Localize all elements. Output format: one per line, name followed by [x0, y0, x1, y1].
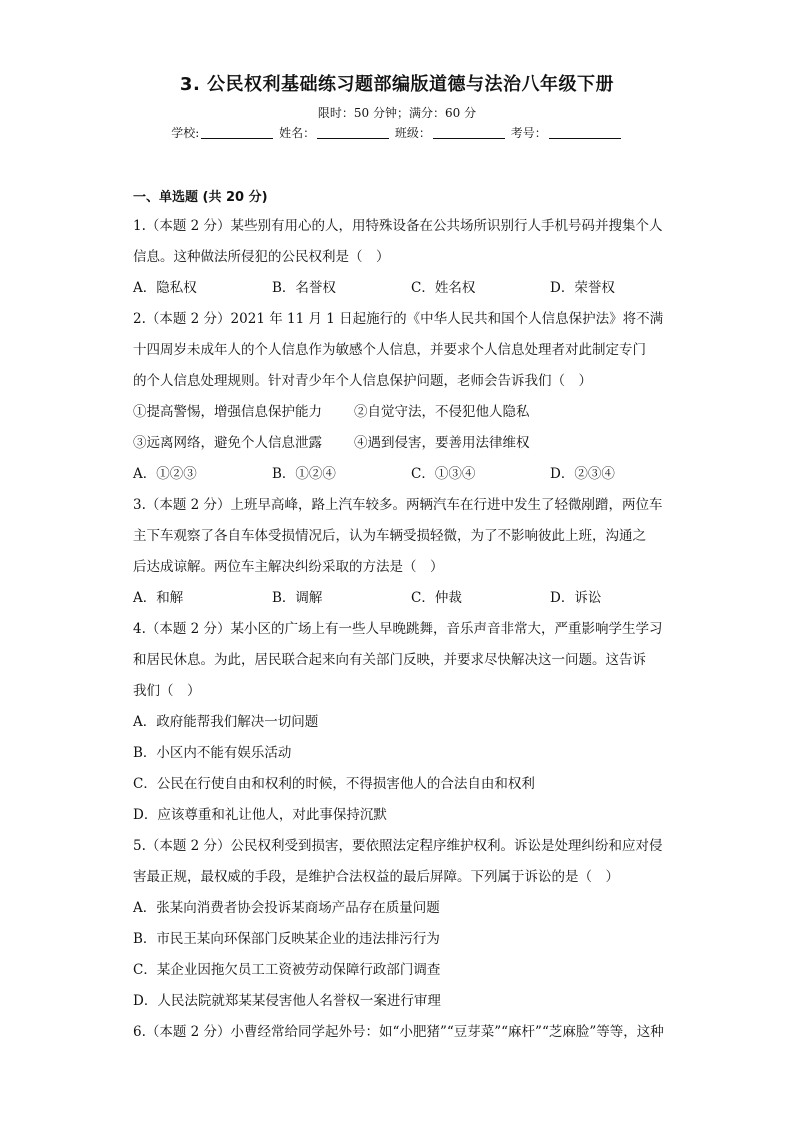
q3-option-a[interactable]: A．和解 — [133, 590, 184, 606]
question-4-line-3: 我们（ ） — [133, 683, 201, 699]
school-blank[interactable] — [201, 126, 273, 139]
q2-item-3: ③远离网络，避免个人信息泄露 — [133, 435, 322, 451]
q1-option-c[interactable]: C．姓名权 — [411, 280, 476, 296]
q5-option-b[interactable]: B．市民王某向环保部门反映某企业的违法排污行为 — [133, 931, 440, 947]
question-5-line-2: 害最正规，最权威的手段，是维护合法权益的最后屏障。下列属于诉讼的是（ ） — [133, 869, 619, 885]
q4-option-a[interactable]: A．政府能帮我们解决一切问题 — [133, 714, 319, 730]
q3-option-b[interactable]: B．调解 — [272, 590, 323, 606]
q1-option-d[interactable]: D．荣誉权 — [550, 280, 615, 296]
q2-item-4: ④遇到侵害，要善用法律维权 — [354, 435, 530, 451]
question-1-line-2: 信息。这种做法所侵犯的公民权利是（ ） — [133, 249, 390, 265]
question-3-line-3: 后达成谅解。两位车主解决纠纷采取的方法是（ ） — [133, 559, 444, 575]
q1-option-b[interactable]: B．名誉权 — [272, 280, 336, 296]
q2-item-1: ①提高警惕，增强信息保护能力 — [133, 404, 322, 420]
q3-option-d[interactable]: D．诉讼 — [550, 590, 602, 606]
section-heading: 一、单选题 (共 20 分) — [133, 190, 268, 205]
question-2-line-2: 十四周岁未成年人的个人信息作为敏感个人信息，并要求个人信息处理者对此制定专门 — [133, 342, 646, 358]
question-2-line-3: 的个人信息处理规则。针对青少年个人信息保护问题，老师会告诉我们（ ） — [133, 373, 592, 389]
number-blank[interactable] — [549, 126, 621, 139]
class-label: 班级： — [394, 126, 431, 140]
question-2-line-1: 2.（本题 2 分）2021 年 11 月 1 日起施行的《中华人民共和国个人信息保护法》将不满 — [133, 311, 664, 327]
q2-option-d[interactable]: D．②③④ — [550, 466, 615, 482]
q4-option-c[interactable]: C．公民在行使自由和权利的时候，不得损害他人的合法自由和权利 — [133, 776, 535, 792]
q2-option-b[interactable]: B．①②④ — [272, 466, 336, 482]
question-6-line-1: 6.（本题 2 分）小曹经常给同学起外号：如“小肥猪”“豆芽菜”“麻杆”“芝麻脸”等等，这种 — [133, 1024, 664, 1040]
q2-option-c[interactable]: C．①③④ — [411, 466, 476, 482]
question-4-line-1: 4.（本题 2 分）某小区的广场上有一些人早晚跳舞，音乐声音非常大，严重影响学生学习 — [133, 621, 663, 637]
q4-option-b[interactable]: B．小区内不能有娱乐活动 — [133, 745, 292, 761]
q2-option-a[interactable]: A．①②③ — [133, 466, 197, 482]
q5-option-a[interactable]: A．张某向消费者协会投诉某商场产品存在质量问题 — [133, 900, 440, 916]
q2-item-2: ②自觉守法，不侵犯他人隐私 — [354, 404, 530, 420]
q3-option-c[interactable]: C．仲裁 — [411, 590, 462, 606]
question-1-line-1: 1.（本题 2 分）某些别有用心的人，用特殊设备在公共场所识别行人手机号码并搜集个人 — [133, 218, 663, 234]
question-4-line-2: 和居民休息。为此，居民联合起来向有关部门反映，并要求尽快解决这一问题。这告诉 — [133, 652, 646, 668]
question-5-line-1: 5.（本题 2 分）公民权利受到损害，要依照法定程序维护权利。诉讼是处理纠纷和应对侵 — [133, 838, 663, 854]
exam-title: 3. 公民权利基础练习题部编版道德与法治八年级下册 — [179, 74, 615, 95]
name-blank[interactable] — [317, 126, 389, 139]
time-score-limits: 限时：50 分钟；满分：60 分 — [317, 106, 477, 120]
q5-option-d[interactable]: D．人民法院就郑某某侵害他人名誉权一案进行审理 — [133, 993, 441, 1009]
school-label: 学校: — [171, 126, 200, 140]
q1-option-a[interactable]: A．隐私权 — [133, 280, 197, 296]
question-3-line-2: 主下车观察了各自车体受损情况后，认为车辆受损轻微，为了不影响彼此上班，沟通之 — [133, 528, 646, 544]
name-label: 姓名： — [279, 126, 316, 140]
q5-option-c[interactable]: C．某企业因拖欠员工工资被劳动保障行政部门调查 — [133, 962, 441, 978]
number-label: 考号： — [510, 126, 547, 140]
student-info-line — [0, 124, 794, 141]
question-3-line-1: 3.（本题 2 分）上班早高峰，路上汽车较多。两辆汽车在行进中发生了轻微剐蹭，两位车 — [133, 497, 663, 513]
q4-option-d[interactable]: D．应该尊重和礼让他人，对此事保持沉默 — [133, 807, 387, 823]
class-blank[interactable] — [433, 126, 505, 139]
